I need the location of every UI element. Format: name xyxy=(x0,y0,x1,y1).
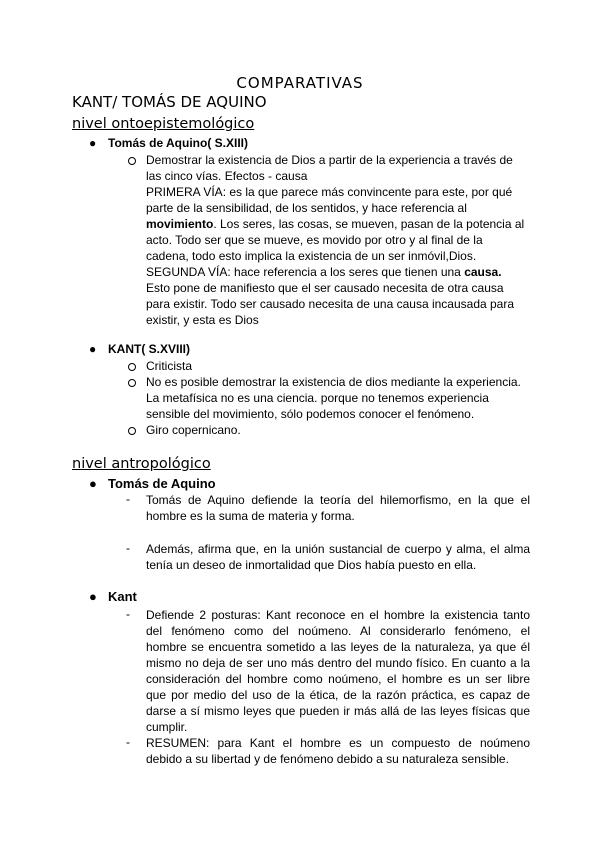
bullet-dot-icon: ● xyxy=(89,476,97,491)
text-line: La metafísica no es una ciencia. porque no tenemos experiencia xyxy=(146,391,489,405)
text-line: del fenómeno como del noúmeno. Al considerarlo fenómeno, el xyxy=(146,624,530,638)
text-line: Tomás de Aquino defiende la teoría del hilemorfismo, en la que el xyxy=(146,493,530,507)
section-heading-ontoepistemologico: nivel ontoepistemológico xyxy=(72,116,255,132)
text-line: No es posible demostrar la existencia de dios mediante la experiencia. xyxy=(146,375,521,389)
bullet-aquino-1 xyxy=(89,136,248,150)
kant-posturas-text xyxy=(146,607,530,735)
bullet-kant-1 xyxy=(89,342,190,356)
text-line: parte de la sensibilidad, de los sentidos, y hace referencia al xyxy=(146,201,467,215)
text-line: RESUMEN: para Kant el hombre es un compuesto de noúmeno xyxy=(146,736,530,750)
dash-bullet-icon: - xyxy=(126,607,130,621)
bullet-dot-icon: ● xyxy=(89,136,97,150)
text-line: Demostrar la existencia de Dios a partir de la experiencia a través de xyxy=(146,153,513,167)
text-line: existir, y esta es Dios xyxy=(146,313,259,327)
aquino-hilemorfismo-text xyxy=(146,492,530,524)
kant-resumen-text xyxy=(146,735,530,767)
document-subtitle: KANT/ TOMÁS DE AQUINO xyxy=(72,93,267,111)
bullet-label: Kant xyxy=(108,589,137,604)
text-line: Defiende 2 posturas: Kant reconoce en el hombre la existencia tanto xyxy=(146,608,530,622)
text-line: acto. Todo ser que se mueve, es movido por otro y al final de la xyxy=(146,233,483,247)
bullet-kant-2 xyxy=(89,589,137,604)
text-fragment: SEGUNDA VÍA: hace referencia a los seres que tienen una xyxy=(146,265,465,279)
bullet-label: KANT( S.XVIII) xyxy=(108,342,191,356)
dash-bullet-icon: - xyxy=(126,492,130,506)
circle-bullet-icon xyxy=(128,379,136,387)
section-heading-antropologico: nivel antropológico xyxy=(72,456,211,472)
text-line: para existir. Todo ser causado necesita de una causa incausada para xyxy=(146,297,515,311)
text-line: cumplir. xyxy=(146,720,188,734)
text-line: cadena, todo esto implica la existencia de un ser inmóvil,Dios. xyxy=(146,249,477,263)
bullet-label: Tomás de Aquino xyxy=(108,476,216,491)
text-line: sensible del movimiento, sólo podemos conocer el fenómeno. xyxy=(146,407,475,421)
kant-item-metafisica xyxy=(146,374,530,422)
text-line: que por medio del uso de la ética, de la razón práctica, es capaz de xyxy=(146,688,530,702)
text-line: Además, afirma que, en la unión sustancial de cuerpo y alma, el alma xyxy=(146,542,530,556)
circle-bullet-icon xyxy=(128,157,136,165)
document-title: COMPARATIVAS xyxy=(236,74,364,92)
bullet-dot-icon: ● xyxy=(89,589,97,604)
bold-term: movimiento xyxy=(146,217,214,231)
text-line xyxy=(146,264,530,280)
bullet-label: Tomás de Aquino( S.XIII) xyxy=(108,136,249,150)
circle-bullet-icon xyxy=(128,363,136,371)
aquino-ontology-text xyxy=(146,152,530,328)
text-line: hombre se encuentra sometido a las leyes de la naturaleza, ya que él xyxy=(146,640,530,654)
text-line: Esto pone de manifiesto que el ser causado necesita de otra causa xyxy=(146,281,504,295)
text-line: las cinco vías. Efectos - causa xyxy=(146,169,308,183)
text-line: darse a sí mismo leyes que pueden ir más allá de las leyes físicas que xyxy=(146,704,530,718)
dash-bullet-icon: - xyxy=(126,735,130,749)
kant-item-giro: Giro copernicano. xyxy=(146,423,241,437)
circle-bullet-icon xyxy=(128,427,136,435)
aquino-alma-text xyxy=(146,541,530,573)
text-line: tenía un deseo de inmortalidad que Dios había puesto en ella. xyxy=(146,558,477,572)
text-line xyxy=(146,216,530,232)
dash-bullet-icon: - xyxy=(126,541,130,555)
text-line: hombre es la suma de materia y forma. xyxy=(146,509,355,523)
kant-item-criticista: Criticista xyxy=(146,359,193,373)
bullet-aquino-2 xyxy=(89,476,216,491)
text-fragment: . Los seres, las cosas, se mueven, pasan de la potencia al xyxy=(213,217,525,231)
bullet-dot-icon: ● xyxy=(89,342,97,356)
text-line: consideración del hombre como noúmeno, el hombre es un ser libre xyxy=(146,672,530,686)
text-line: PRIMERA VÍA: es la que parece más convincente para este, por qué xyxy=(146,185,513,199)
text-line: mismo no deja de ser uno más dentro del mundo físico. En cuanto a la xyxy=(146,656,530,670)
text-line: debido a su libertad y de fenómeno debido a su naturaleza sensible. xyxy=(146,752,509,766)
bold-term: causa. xyxy=(464,265,502,279)
